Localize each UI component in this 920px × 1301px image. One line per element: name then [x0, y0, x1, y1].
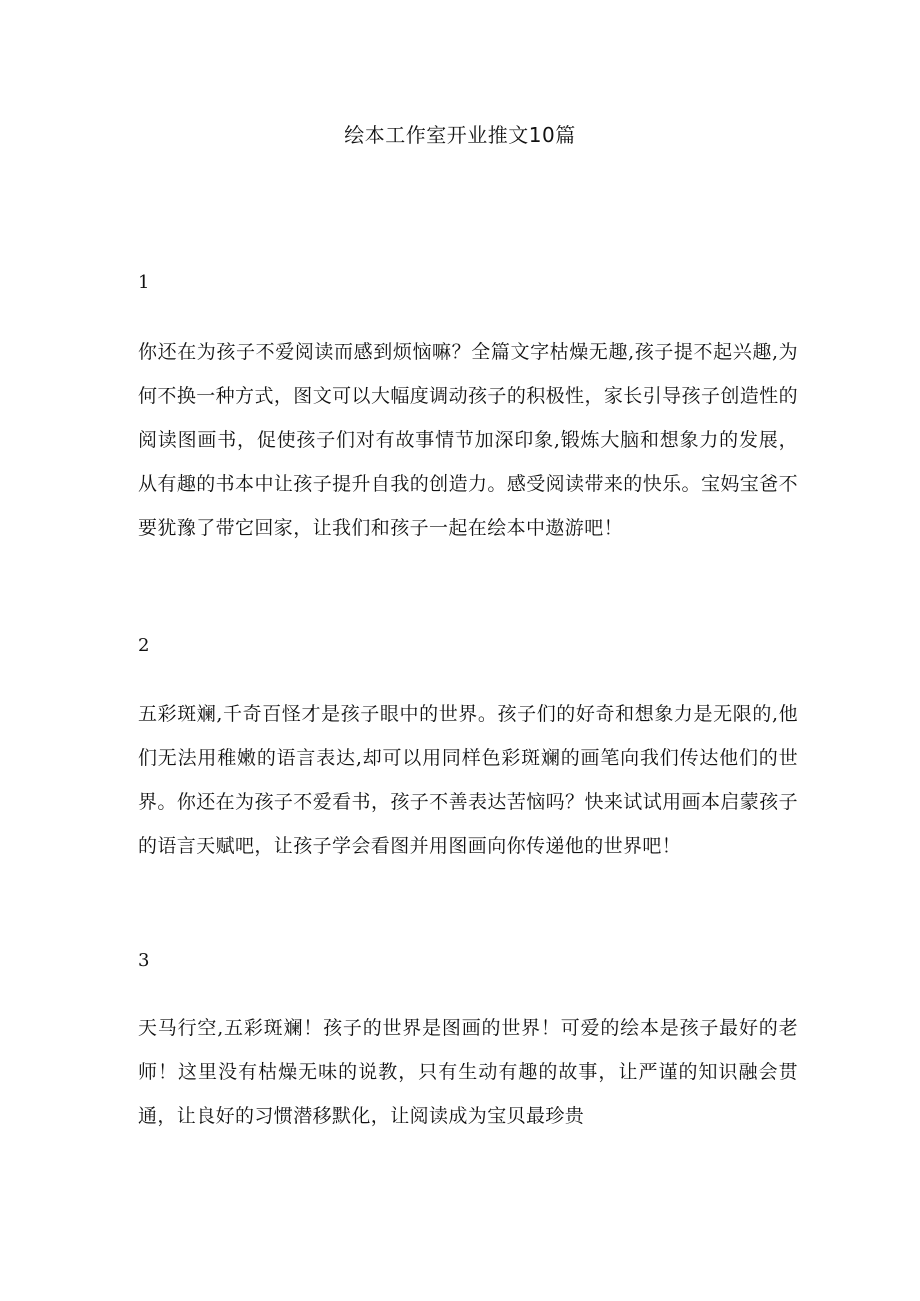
section-2-text: 五彩斑斓,千奇百怪才是孩子眼中的世界。孩子们的好奇和想象力是无限的,他们无法用稚嫩的语言表达,却可以用同样色彩斑斓的画笔向我们传达他们的世界。你还在为孩子不爱看书，孩子不善表达苦恼吗？快来试试用画本启蒙孩子的语言天赋吧，让孩子学会看图并用图画向你传递他的世界吧！: [138, 703, 798, 857]
section-1-text: 你还在为孩子不爱阅读而感到烦恼嘛？全篇文字枯燥无趣,孩子提不起兴趣,为何不换一种方式，图文可以大幅度调动孩子的积极性，家长引导孩子创造性的阅读图画书，促使孩子们对有故事情节加深印象,锻炼大脑和想象力的发展，从有趣的书本中让孩子提升自我的创造力。感受阅读带来的快乐。宝妈宝爸不要犹豫了带它回家，让我们和孩子一起在绘本中遨游吧！: [138, 341, 798, 539]
section-1-number: 1: [138, 272, 150, 293]
document-title: 绘本工作室开业推文10篇: [344, 123, 576, 147]
section-3-text: 天马行空,五彩斑斓！孩子的世界是图画的世界！可爱的绘本是孩子最好的老师！这里没有枯燥无味的说教，只有生动有趣的故事，让严谨的知识融会贯通，让良好的习惯潜移默化，让阅读成为宝贝最珍贵: [138, 1017, 798, 1127]
section-2-number: 2: [138, 635, 150, 656]
section-3-number: 3: [138, 950, 150, 971]
